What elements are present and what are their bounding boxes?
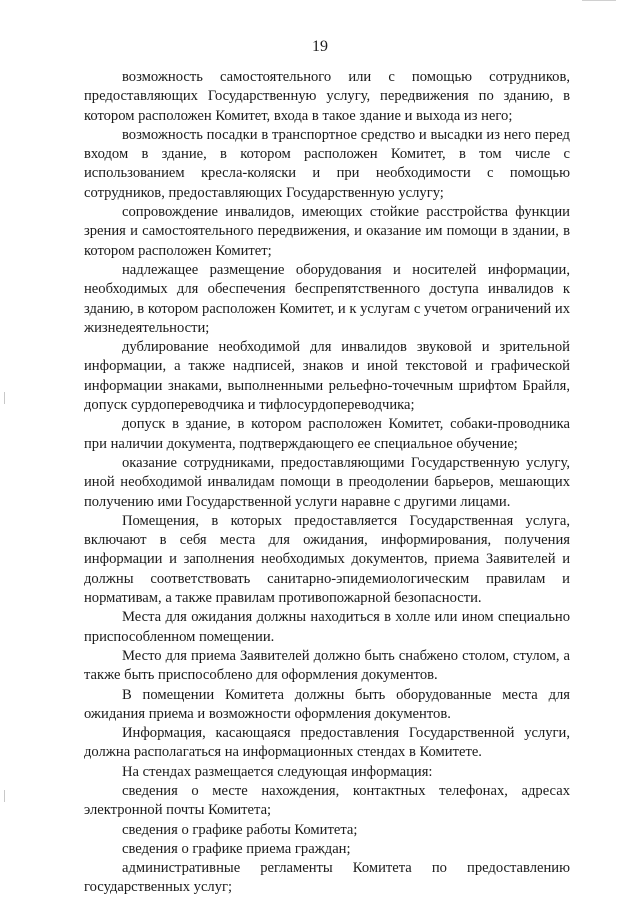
paragraph: надлежащее размещение оборудования и носителей информации, необходимых для обеспечения беспрепятственного доступа инвалидов к зданию, в котором расположен Комитет, и к услугам с учетом ограничений их жизнедеятельности; (84, 261, 570, 336)
paragraph: административные регламенты Комитета по предоставлению государственных услуг; (84, 860, 570, 896)
scan-margin-mark (4, 790, 8, 802)
paragraph: возможность посадки в транспортное средство и высадки из него перед входом в здание, в котором расположен Комитет, в том числе с использованием кресла-коляски и при необходимости с помощью сотрудников, предоставляющих Государственную услугу; (84, 126, 570, 201)
scan-margin-mark (4, 392, 8, 404)
paragraph: дублирование необходимой для инвалидов звуковой и зрительной информации, а также надписей, знаков и иной текстовой и графической информации знаками, выполненными рельефно-точечным шрифтом Брайля, допуск сурдопереводчика и тифлосурдопереводчика; (84, 339, 570, 414)
paragraph: сведения о графике приема граждан; (122, 840, 351, 857)
scan-edge-mark (582, 0, 616, 1)
paragraph: допуск в здание, в котором расположен Комитет, собаки-проводника при наличии документа, подтверждающего ее специальное обучение; (84, 416, 570, 452)
paragraph: сведения о графике работы Комитета; (122, 821, 358, 838)
paragraph: Информация, касающаяся предоставления Государственной услуги, должна располагаться на информационных стендах в Комитете. (84, 725, 570, 761)
paragraph: сопровождение инвалидов, имеющих стойкие расстройства функции зрения и самостоятельного передвижения, и оказание им помощи в здании, в котором расположен Комитет; (84, 204, 570, 259)
paragraph: Места для ожидания должны находиться в холле или ином специально приспособленном помещении. (84, 609, 570, 645)
page-number: 19 (312, 38, 328, 55)
paragraph: Помещения, в которых предоставляется Государственная услуга, включают в себя места для ожидания, информирования, получения информации и заполнения необходимых документов, приема Заявителей и должны соответствовать санитарно-эпидемиологическим правилам и нормативам, а также правилам противопожарной безопасности. (84, 512, 570, 607)
paragraph: сведения о месте нахождения, контактных телефонах, адресах электронной почты Комитета; (84, 782, 570, 819)
paragraph: В помещении Комитета должны быть оборудованные места для ожидания приема и возможности оформления документов. (84, 686, 570, 722)
paragraph: Место для приема Заявителей должно быть снабжено столом, стулом, а также быть приспособлено для оформления документов. (84, 647, 570, 684)
document-body (84, 68, 570, 898)
paragraph: оказание сотрудниками, предоставляющими Государственную услугу, иной необходимой инвалидам помощи в преодолении барьеров, мешающих получению ими Государственной услуги наравне с другими лицами. (84, 454, 570, 510)
paragraph: возможность самостоятельного или с помощью сотрудников, предоставляющих Государственную услугу, передвижения по зданию, в котором расположен Комитет, входа в такое здание и выхода из него; (84, 69, 570, 124)
paragraph: На стендах размещается следующая информация: (122, 763, 433, 780)
